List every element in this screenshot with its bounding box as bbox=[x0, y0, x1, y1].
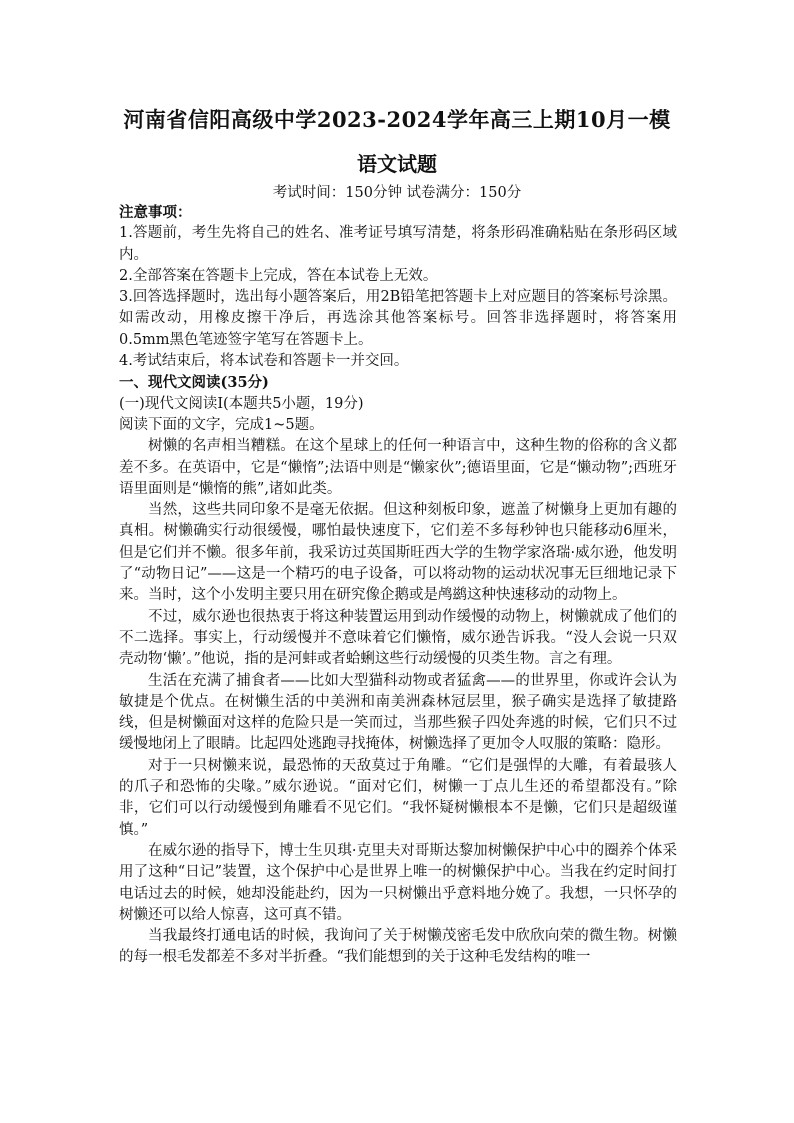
passage-paragraph: 在威尔逊的指导下，博士生贝琪·克里夫对哥斯达黎加树懒保护中心中的圈养个体采用了这种“日记”装置，这个保护中心是世界上唯一的树懒保护中心。当我在约定时间打电话过去的时候，她却没能赴约，因为一只树懒出乎意料地分娩了。我想，一只怀孕的树懒还可以给人惊喜，这可真不错。 bbox=[119, 842, 677, 923]
notice-item: 3.回答选择题时，选出每小题答案后，用2B铅笔把答题卡上对应题目的答案标号涂黑。如需改动，用橡皮擦干净后，再选涂其他答案标号。回答非选择题时，将答案用0.5mm黑色笔迹签字笔写在答题卡上。 bbox=[119, 289, 677, 348]
document-subtitle: 语文试题 bbox=[357, 152, 437, 176]
passage-paragraph: 当我最终打通电话的时候，我询问了关于树懒茂密毛发中欣欣向荣的微生物。树懒的每一根毛发都差不多对半折叠。“我们能想到的关于这种毛发结构的唯一 bbox=[119, 928, 677, 966]
passage-paragraph: 不过，威尔逊也很热衷于将这种装置运用到动作缓慢的动物上，树懒就成了他们的不二选择。事实上，行动缓慢并不意味着它们懒惰，威尔逊告诉我。“没人会说一只双壳动物‘懒’。”他说，指的是河蚌或者蛤蜊这些行动缓慢的贝类生物。言之有理。 bbox=[119, 608, 677, 668]
notice-item: 4.考试结束后，将本试卷和答题卡一并交回。 bbox=[119, 353, 409, 370]
passage-paragraph: 生活在充满了捕食者——比如大型猫科动物或者猛禽——的世界里，你或许会认为敏捷是个优点。在树懒生活的中美洲和南美洲森林冠层里，猴子确实是选择了敏捷路线，但是树懒面对这样的危险只是一笑而过，当那些猴子四处奔逃的时候，它们只不过缓慢地闭上了眼睛。比起四处逃跑寻找掩体，树懒选择了更加令人叹服的策略：隐形。 bbox=[119, 672, 677, 753]
passage-paragraph: 对于一只树懒来说，最恐怖的天敌莫过于角雕。“它们是强悍的大雕，有着最骇人的爪子和恐怖的尖喙。”威尔逊说。“面对它们，树懒一丁点儿生还的希望都没有。”除非，它们可以行动缓慢到角雕看不见它们。“我怀疑树懒根本不是懒，它们只是超级谨慎。” bbox=[119, 757, 677, 838]
document-title: 河南省信阳高级中学2023-2024学年高三上期10月一模 bbox=[123, 107, 671, 132]
notice-item: 2.全部答案在答题卡上完成，答在本试卷上无效。 bbox=[119, 267, 438, 284]
section-subheading: (一)现代文阅读I(本题共5小题，19分) bbox=[119, 395, 364, 412]
document-body bbox=[119, 202, 677, 969]
notice-item: 1.答题前，考生先将自己的姓名、准考证号填写清楚，将条形码准确粘贴在条形码区域内。 bbox=[119, 225, 677, 263]
section-instruction: 阅读下面的文字，完成1~5题。 bbox=[119, 416, 324, 433]
section-heading: 一、现代文阅读(35分) bbox=[119, 374, 269, 392]
passage-paragraph: 当然，这些共同印象不是毫无依据。但这种刻板印象，遮盖了树懒身上更加有趣的真相。树懒确实行动很缓慢，哪怕最快速度下，它们差不多每秒钟也只能移动6厘米，但是它们并不懒。很多年前，我采访过英国斯旺西大学的生物学家洛瑞·威尔逊，他发明了“动物日记”——这是一个精巧的电子设备，可以将动物的运动状况事无巨细地记录下来。当时，这个小发明主要只用在研究像企鹅或是鸬鹚这种快速移动的动物上。 bbox=[119, 502, 677, 604]
notice-heading: 注意事项： bbox=[119, 204, 192, 221]
passage-paragraph: 树懒的名声相当糟糕。在这个星球上的任何一种语言中，这种生物的俗称的含义都差不多。在英语中，它是“懒惰”;法语中则是“懒家伙”;德语里面，它是“懒动物”;西班牙语里面则是“懒惰的熊”,诸如此类。 bbox=[119, 438, 677, 497]
exam-info: 考试时间：150分钟 试卷满分：150分 bbox=[272, 185, 522, 201]
